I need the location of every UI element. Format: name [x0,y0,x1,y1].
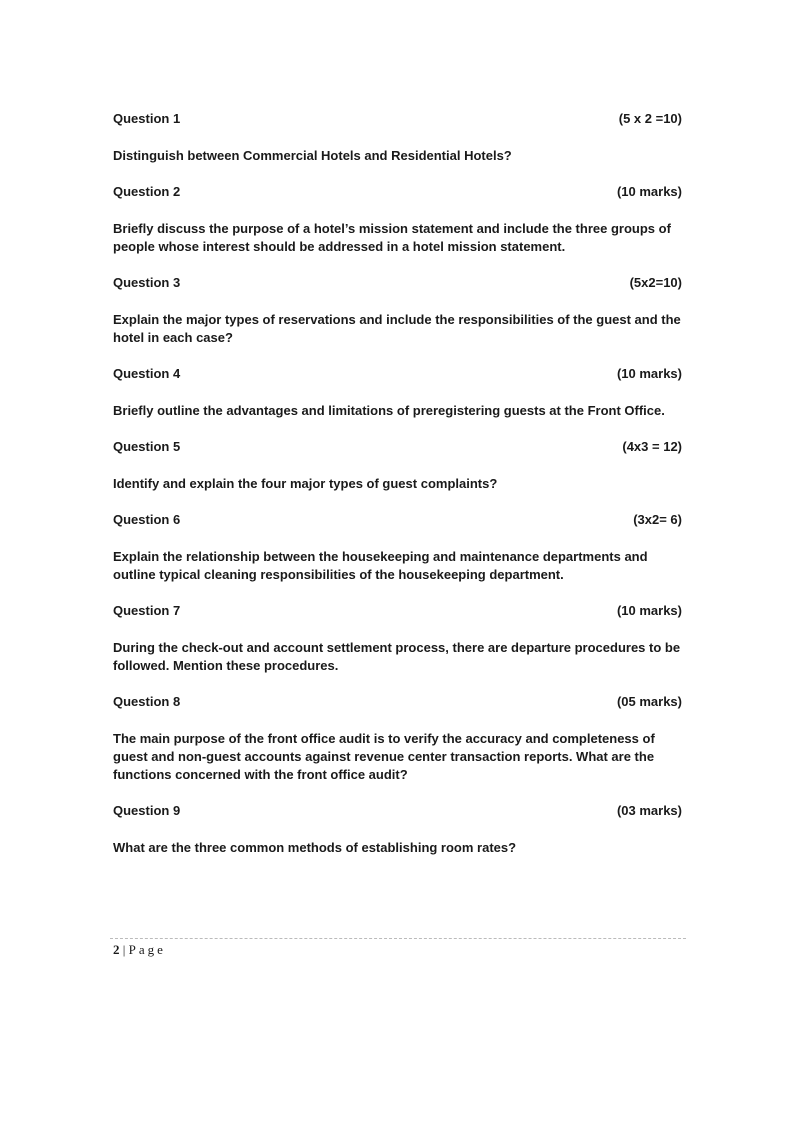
question-title: Question 7 [113,603,181,618]
question-text: During the check-out and account settlement process, there are departure procedures to be followed. Mention these procedures. [113,640,681,673]
question-title: Question 9 [113,803,181,818]
question-header [113,511,685,529]
page-label: Page [128,942,166,957]
question-marks: (5x2=10) [629,275,682,290]
question-text: Identify and explain the four major types of guest complaints? [113,476,498,491]
question-text: Explain the relationship between the housekeeping and maintenance departments and outline typical cleaning responsibilities of the housekeeping department. [113,549,648,582]
question-title: Question 4 [113,366,181,381]
question-list [113,110,685,875]
question-header [113,365,685,383]
question-title: Question 1 [113,111,181,126]
question-header [113,110,685,128]
page-number: 2 [113,942,120,957]
question-3 [113,274,685,347]
question-1 [113,110,685,165]
question-marks: (10 marks) [616,184,682,199]
question-marks: (3x2= 6) [633,512,682,527]
page-footer [113,942,166,958]
question-marks: (05 marks) [616,694,682,709]
question-marks: (03 marks) [616,803,682,818]
question-text: Distinguish between Commercial Hotels and Residential Hotels? [113,148,512,163]
question-4 [113,365,685,420]
question-title: Question 6 [113,512,181,527]
footer-divider [110,938,686,939]
question-2 [113,183,685,256]
question-header [113,693,685,711]
question-text: Briefly outline the advantages and limitations of preregistering guests at the Front Office. [113,403,665,418]
question-title: Question 8 [113,694,181,709]
question-9 [113,802,685,857]
question-6 [113,511,685,584]
question-header [113,274,685,292]
question-marks: (5 x 2 =10) [618,111,682,126]
question-8 [113,693,685,784]
question-marks: (10 marks) [616,603,682,618]
question-text: Explain the major types of reservations and include the responsibilities of the guest and the hotel in each case? [113,312,681,345]
question-title: Question 5 [113,439,181,454]
question-text: The main purpose of the front office audit is to verify the accuracy and completeness of guest and non-guest accounts against revenue center transaction reports. What are the functions concerned with the front office audit? [113,731,655,782]
question-marks: (10 marks) [616,366,682,381]
question-5 [113,438,685,493]
question-7 [113,602,685,675]
footer-separator: | [122,942,126,957]
question-header [113,438,685,456]
question-text: What are the three common methods of establishing room rates? [113,840,517,855]
question-title: Question 2 [113,184,181,199]
question-header [113,183,685,201]
question-title: Question 3 [113,275,181,290]
question-marks: (4x3 = 12) [622,439,682,454]
question-header [113,802,685,820]
question-text: Briefly discuss the purpose of a hotel’s mission statement and include the three groups of people whose interest should be addressed in a hotel mission statement. [113,221,671,254]
question-header [113,602,685,620]
